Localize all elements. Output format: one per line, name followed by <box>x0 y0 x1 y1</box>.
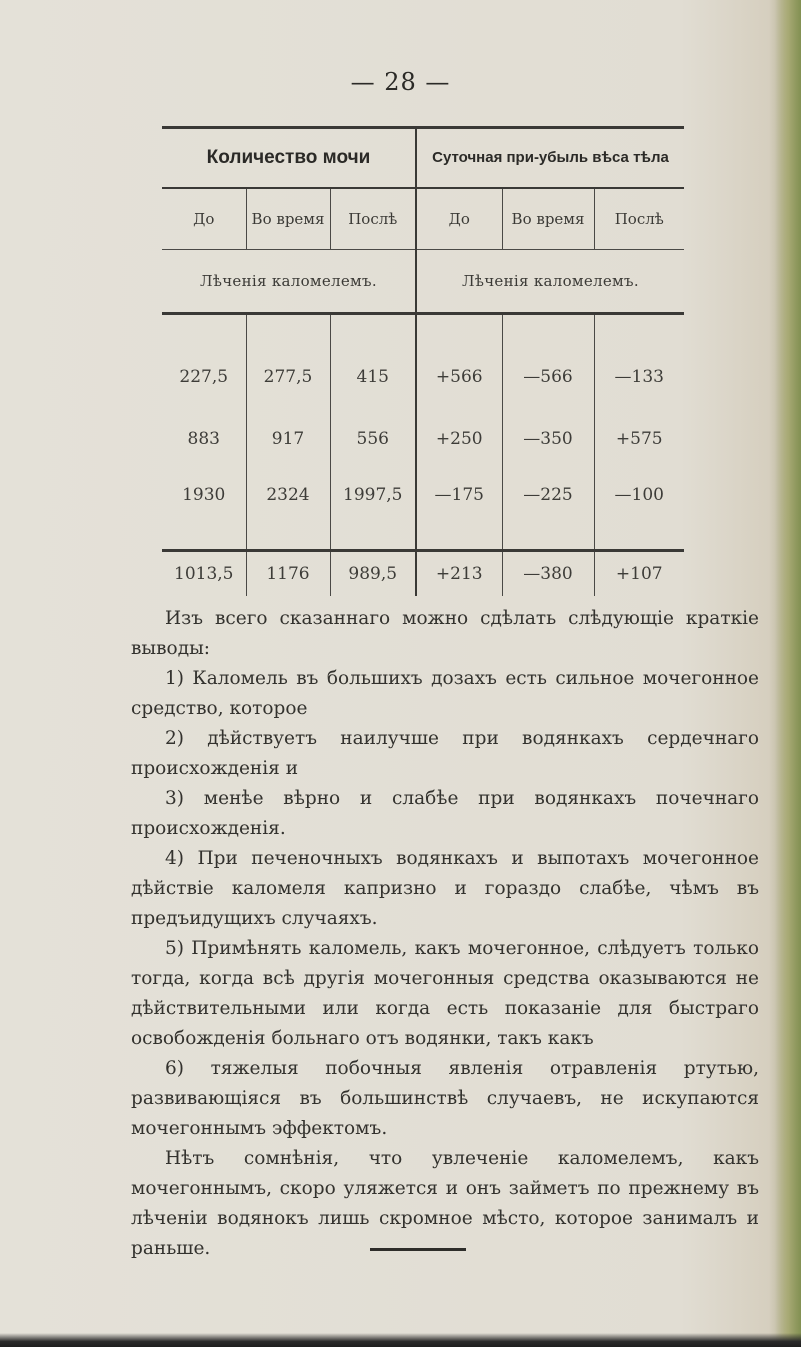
table-cell: +566 <box>416 314 502 420</box>
total-cell: 989,5 <box>330 551 416 597</box>
table-row <box>162 314 684 420</box>
paragraph-conclusion-5: 5) Примѣнять каломель, какъ мочегонное, слѣдуетъ только тогда, когда всѣ другія мочегонныя средства оказываются не дѣйствительными или когда есть показаніе для быстраго освобожденія больнаго отъ водянки, такъ какъ <box>131 938 759 1049</box>
table-cell: 2324 <box>246 459 330 551</box>
sub-left-during: Во время <box>246 188 330 250</box>
table-cell: —100 <box>614 485 664 505</box>
table-cell: —566 <box>502 314 594 420</box>
table-cell: 1930 <box>162 459 246 551</box>
body-text <box>131 604 759 1264</box>
paragraph-conclusion-4: 4) При печеночныхъ водянкахъ и выпотахъ мочегонное дѣйствіе каломеля капризно и гораздо слабѣе, чѣмъ въ предъидущихъ случаяхъ. <box>131 848 759 929</box>
sub-left-after: Послѣ <box>330 188 416 250</box>
table-cell: 1997,5 <box>330 459 416 551</box>
paragraph-conclusion-6: 6) тяжелыя побочныя явленія отравленія ртутью, развивающіяся въ большинствѣ случаевъ, не искупаются мочегоннымъ эффектомъ. <box>131 1058 759 1139</box>
table-cell: 917 <box>246 419 330 459</box>
page-edge-shadow <box>775 0 801 1347</box>
paragraph-conclusion-2: 2) дѣйствуетъ наилучше при водянкахъ сердечнаго происхожденія и <box>131 728 759 779</box>
table-cell: +575 <box>615 429 663 449</box>
table-cell: 415 <box>330 314 416 420</box>
label-right-treatment: Лѣченія каломелемъ. <box>416 250 684 314</box>
paragraph-intro: Изъ всего сказаннаго можно сдѣлать слѣдующіе краткіе выводы: <box>131 608 759 659</box>
total-cell: +107 <box>594 551 684 597</box>
sub-right-before: До <box>416 188 502 250</box>
sub-right-after: Послѣ <box>594 188 684 250</box>
end-rule <box>370 1248 466 1251</box>
urine-weight-table <box>162 126 684 596</box>
table-cell: 883 <box>162 419 246 459</box>
table-cell: —350 <box>502 419 594 459</box>
total-cell: +213 <box>416 551 502 597</box>
paragraph-final: Нѣтъ сомнѣнія, что увлеченіе каломелемъ, какъ мочегоннымъ, скоро уляжется и онъ займетъ по прежнему въ лѣченіи водянокъ лишь скромное мѣсто, которое занималъ и раньше. <box>131 1148 759 1259</box>
header-weight-change: Суточная при-убыль вѣса тѣла <box>416 128 684 189</box>
page-bottom-shadow <box>0 1333 801 1347</box>
table-cell: —175 <box>416 459 502 551</box>
paragraph-conclusion-3: 3) менѣе вѣрно и слабѣе при водянкахъ почечнаго происхожденія. <box>131 788 759 839</box>
table-cell: 277,5 <box>246 314 330 420</box>
sub-left-before: До <box>162 188 246 250</box>
table-cell: —225 <box>502 459 594 551</box>
total-cell: 1176 <box>246 551 330 597</box>
table-cell: +250 <box>416 419 502 459</box>
total-cell: 1013,5 <box>162 551 246 597</box>
table-row <box>162 459 684 551</box>
page-number: — 28 — <box>350 68 451 96</box>
table-totals-row <box>162 551 684 597</box>
label-left-treatment: Лѣченія каломелемъ. <box>162 250 416 314</box>
total-cell: —380 <box>502 551 594 597</box>
table-cell: 227,5 <box>162 314 246 420</box>
sub-right-during: Во время <box>502 188 594 250</box>
header-urine-quantity: Количество мочи <box>162 128 416 189</box>
table-cell: 556 <box>330 419 416 459</box>
table-row <box>162 419 684 459</box>
paragraph-conclusion-1: 1) Каломель въ большихъ дозахъ есть сильное мочегонное средство, которое <box>131 668 759 719</box>
table-cell: —133 <box>614 367 664 387</box>
